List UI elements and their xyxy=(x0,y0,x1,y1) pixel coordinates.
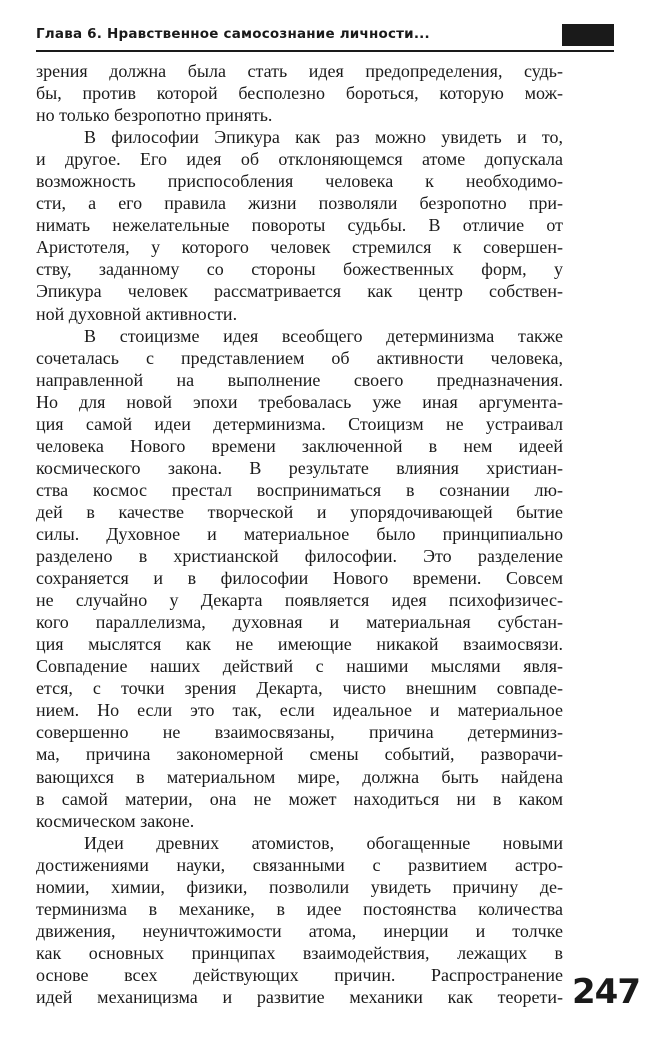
text-line: космического закона. В результате влияния христиан- xyxy=(36,457,563,478)
text-line: разделено в христианской философии. Это разделение xyxy=(36,546,563,567)
text-line: ма, причина закономерной смены событий, разворачи- xyxy=(36,744,563,765)
text-line: не случайно у Декарта появляется идея психофизичес- xyxy=(36,590,563,611)
text-line: Эпикура человек рассматривается как центр собствен- xyxy=(36,281,563,302)
text-line: В философии Эпикура как раз можно увидеть и то, xyxy=(84,127,563,148)
text-line: Идеи древних атомистов, обогащенные новыми xyxy=(84,832,563,853)
text-line: ция самой идеи детерминизма. Стоицизм не устраивал xyxy=(36,413,563,434)
text-line: космическом законе. xyxy=(36,810,195,831)
text-line: идей механицизма и развитие механики как теорети- xyxy=(36,986,563,1007)
text-line: Совпадение наших действий с нашими мыслями явля- xyxy=(36,656,563,677)
header-black-block xyxy=(562,24,614,46)
text-line: бы, против которой бесполезно бороться, которую мож- xyxy=(36,83,563,104)
text-line: как основных принципах взаимодействия, лежащих в xyxy=(36,942,563,963)
text-line: нием. Но если это так, если идеальное и материальное xyxy=(36,700,563,721)
text-line: вающихся в материальном мире, должна быть найдена xyxy=(36,766,563,787)
text-line: ству, заданному со стороны божественных форм, у xyxy=(36,259,563,280)
text-line: направленной на выполнение своего предназначения. xyxy=(36,369,563,390)
text-line: дей в качестве творческой и упорядочивающей бытие xyxy=(36,501,563,522)
text-line: человека Нового времени заключенной в нем идеей xyxy=(36,435,563,456)
text-line: ция мыслятся как не имеющие никакой взаимосвязи. xyxy=(36,634,563,655)
text-line: силы. Духовное и материальное было принципиально xyxy=(36,523,563,544)
text-line: кого параллелизма, духовная и материальная субстан- xyxy=(36,612,563,633)
text-line: движения, неуничтожимости атома, инерции и толчке xyxy=(36,920,563,941)
text-line: сохраняется и в философии Нового времени. Совсем xyxy=(36,568,563,589)
text-line: терминизма в механике, в идее постоянства количества xyxy=(36,898,563,919)
page-number: 247 xyxy=(572,972,640,1012)
text-line: Но для новой эпохи требовалась уже иная аргумента- xyxy=(36,391,563,412)
text-line: сочеталась с представлением об активности человека, xyxy=(36,347,563,368)
text-line: нимать нежелательные повороты судьбы. В отличие от xyxy=(36,215,563,236)
text-line: совершенно не взаимосвязаны, причина детерминиз- xyxy=(36,722,563,743)
body-text xyxy=(36,60,563,1008)
text-line: и другое. Его идея об отклоняющемся атоме допускала xyxy=(36,149,563,170)
text-line: но только безропотно принять. xyxy=(36,105,273,126)
chapter-title: Глава 6. Нравственное самосознание личности... xyxy=(36,26,430,42)
text-line: основе всех действующих причин. Распространение xyxy=(36,964,563,985)
text-line: зрения должна была стать идея предопределения, судь- xyxy=(36,61,563,81)
text-line: Аристотеля, у которого человек стремился к совершен- xyxy=(36,237,563,258)
text-line: в самой материи, она не может находиться ни в каком xyxy=(36,788,563,809)
text-line: сти, а его правила жизни позволяли безропотно при- xyxy=(36,193,563,214)
text-line: В стоицизме идея всеобщего детерминизма также xyxy=(84,325,563,346)
text-line: номии, химии, физики, позволили увидеть причину де- xyxy=(36,876,563,897)
text-line: ется, с точки зрения Декарта, чисто внешним совпаде- xyxy=(36,678,563,699)
text-line: ства космос престал восприниматься в сознании лю- xyxy=(36,479,563,500)
text-line: ной духовной активности. xyxy=(36,303,238,324)
text-line: возможность приспособления человека к необходимо- xyxy=(36,171,563,192)
text-line: достижениями науки, связанными с развитием астро- xyxy=(36,854,563,875)
running-header xyxy=(36,24,614,52)
